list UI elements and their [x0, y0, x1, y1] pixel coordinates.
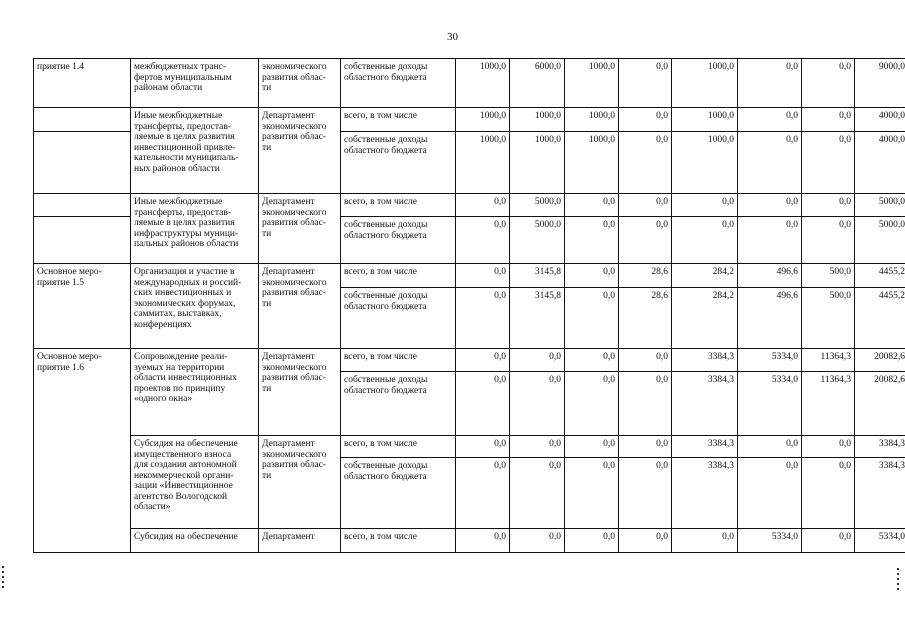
responsible-cell: Департамент экономического развития облас- ти: [259, 436, 341, 529]
value-cell: 500,0: [802, 288, 855, 349]
value-cell: 3384,3: [855, 458, 905, 529]
value-cell: 0,0: [802, 217, 855, 264]
value-cell: 0,0: [565, 529, 619, 553]
value-cell: 5000,0: [855, 194, 905, 217]
value-cell: 0,0: [510, 458, 565, 529]
value-cell: 0,0: [456, 529, 510, 553]
table-row: [34, 108, 905, 132]
value-cell: 0,0: [619, 217, 672, 264]
value-cell: 0,0: [510, 372, 565, 436]
value-cell: 0,0: [672, 194, 738, 217]
funding-source-cell: собственные доходы областного бюджета: [341, 288, 456, 349]
funding-source-cell: всего, в том числе: [341, 436, 456, 458]
value-cell: 0,0: [565, 194, 619, 217]
value-cell: 0,0: [738, 217, 802, 264]
activity-cell: [34, 217, 131, 264]
value-cell: 0,0: [565, 372, 619, 436]
value-cell: 20082,6: [855, 372, 905, 436]
responsible-cell: Департамент: [259, 529, 341, 553]
value-cell: 0,0: [456, 349, 510, 372]
value-cell: 0,0: [510, 529, 565, 553]
value-cell: 0,0: [456, 372, 510, 436]
value-cell: 0,0: [802, 458, 855, 529]
responsible-cell: Департамент экономического развития облас- ти: [259, 349, 341, 436]
value-cell: 3384,3: [855, 436, 905, 458]
value-cell: 5000,0: [855, 217, 905, 264]
scan-edge-mark-right: [897, 568, 899, 590]
funding-source-cell: собственные доходы областного бюджета: [341, 59, 456, 108]
value-cell: 0,0: [456, 264, 510, 288]
responsible-cell: Департамент экономического развития облас- ти: [259, 264, 341, 349]
value-cell: 5000,0: [510, 217, 565, 264]
scan-edge-mark-left: [2, 566, 4, 588]
table-row: [34, 349, 905, 372]
description-cell: Иные межбюджетные трансферты, предостав- ляемые в целях развития инфраструктуры муници- пальных районов области: [131, 194, 259, 264]
responsible-cell: Департамент экономического развития облас- ти: [259, 194, 341, 264]
value-cell: 0,0: [565, 264, 619, 288]
value-cell: 5334,0: [738, 372, 802, 436]
value-cell: 1000,0: [672, 132, 738, 194]
value-cell: 0,0: [619, 372, 672, 436]
value-cell: 5334,0: [738, 529, 802, 553]
funding-source-cell: собственные доходы областного бюджета: [341, 132, 456, 194]
value-cell: 28,6: [619, 264, 672, 288]
funding-source-cell: собственные доходы областного бюджета: [341, 458, 456, 529]
value-cell: 0,0: [619, 349, 672, 372]
value-cell: 3145,8: [510, 264, 565, 288]
funding-source-cell: собственные доходы областного бюджета: [341, 217, 456, 264]
value-cell: 500,0: [802, 264, 855, 288]
activity-cell: приятие 1.4: [34, 59, 131, 108]
activity-cell: [34, 132, 131, 194]
funding-source-cell: всего, в том числе: [341, 108, 456, 132]
value-cell: 284,2: [672, 288, 738, 349]
value-cell: 1000,0: [456, 132, 510, 194]
budget-table: [33, 58, 905, 553]
value-cell: 0,0: [619, 194, 672, 217]
value-cell: 4455,2: [855, 288, 905, 349]
value-cell: 0,0: [802, 108, 855, 132]
funding-source-cell: всего, в том числе: [341, 529, 456, 553]
table-row: [34, 59, 905, 108]
value-cell: 0,0: [510, 436, 565, 458]
value-cell: 0,0: [565, 288, 619, 349]
value-cell: 20082,6: [855, 349, 905, 372]
funding-source-cell: всего, в том числе: [341, 264, 456, 288]
table-row: [34, 194, 905, 217]
value-cell: 4000,0: [855, 132, 905, 194]
value-cell: 0,0: [565, 217, 619, 264]
responsible-cell: Департамент экономического развития облас- ти: [259, 108, 341, 194]
description-cell: Субсидия на обеспечение: [131, 529, 259, 553]
value-cell: 496,6: [738, 288, 802, 349]
value-cell: 3384,3: [672, 349, 738, 372]
value-cell: 0,0: [456, 217, 510, 264]
value-cell: 0,0: [672, 529, 738, 553]
value-cell: 1000,0: [510, 132, 565, 194]
value-cell: 0,0: [619, 132, 672, 194]
value-cell: 1000,0: [565, 59, 619, 108]
value-cell: 0,0: [802, 59, 855, 108]
value-cell: 1000,0: [510, 108, 565, 132]
value-cell: 0,0: [738, 436, 802, 458]
value-cell: 496,6: [738, 264, 802, 288]
value-cell: 0,0: [619, 59, 672, 108]
value-cell: 0,0: [619, 529, 672, 553]
value-cell: 11364,3: [802, 372, 855, 436]
value-cell: 0,0: [456, 194, 510, 217]
value-cell: 0,0: [565, 436, 619, 458]
value-cell: 28,6: [619, 288, 672, 349]
value-cell: 6000,0: [510, 59, 565, 108]
value-cell: 0,0: [619, 108, 672, 132]
value-cell: 0,0: [802, 529, 855, 553]
description-cell: Организация и участие в международных и россий- ских инвестиционных и экономических форумах, саммитах, выставках, конференциях: [131, 264, 259, 349]
description-cell: Субсидия на обеспечение имущественного взноса для создания автономной некоммерческой органи- зации «Инвестиционное агентство Вологодской области»: [131, 436, 259, 529]
funding-source-cell: всего, в том числе: [341, 194, 456, 217]
table-row: [34, 529, 905, 553]
value-cell: 284,2: [672, 264, 738, 288]
value-cell: 0,0: [510, 349, 565, 372]
description-cell: межбюджетных транс- фертов муниципальным районам области: [131, 59, 259, 108]
value-cell: 0,0: [456, 436, 510, 458]
value-cell: 1000,0: [565, 108, 619, 132]
value-cell: 9000,0: [855, 59, 905, 108]
value-cell: 11364,3: [802, 349, 855, 372]
value-cell: 0,0: [565, 349, 619, 372]
funding-source-cell: всего, в том числе: [341, 349, 456, 372]
value-cell: 5000,0: [510, 194, 565, 217]
page-number: 30: [447, 31, 458, 43]
funding-source-cell: собственные доходы областного бюджета: [341, 372, 456, 436]
value-cell: 1000,0: [672, 59, 738, 108]
value-cell: 5334,0: [738, 349, 802, 372]
activity-cell: Основное меро- приятие 1.5: [34, 264, 131, 349]
value-cell: 4000,0: [855, 108, 905, 132]
description-cell: Иные межбюджетные трансферты, предостав- ляемые в целях развития инвестиционной привле- кательности муниципаль- ных районов области: [131, 108, 259, 194]
activity-cell: [34, 194, 131, 217]
value-cell: 0,0: [738, 132, 802, 194]
responsible-cell: экономического развития облас- ти: [259, 59, 341, 108]
value-cell: 0,0: [738, 194, 802, 217]
value-cell: 1000,0: [456, 59, 510, 108]
value-cell: 0,0: [565, 458, 619, 529]
table-row: [34, 436, 905, 458]
value-cell: 3384,3: [672, 436, 738, 458]
value-cell: 5334,0: [855, 529, 905, 553]
value-cell: 3384,3: [672, 372, 738, 436]
description-cell: Сопровождение реали- зуемых на территории области инвестиционных проектов по принципу «одного окна»: [131, 349, 259, 436]
value-cell: 3145,8: [510, 288, 565, 349]
value-cell: 3384,3: [672, 458, 738, 529]
value-cell: 0,0: [738, 108, 802, 132]
value-cell: 0,0: [738, 458, 802, 529]
value-cell: 0,0: [619, 458, 672, 529]
value-cell: 4455,2: [855, 264, 905, 288]
value-cell: 0,0: [802, 436, 855, 458]
value-cell: 0,0: [672, 217, 738, 264]
value-cell: 0,0: [456, 288, 510, 349]
value-cell: 0,0: [802, 132, 855, 194]
activity-cell: Основное меро- приятие 1.6: [34, 349, 131, 553]
value-cell: 1000,0: [456, 108, 510, 132]
activity-cell: [34, 108, 131, 132]
value-cell: 0,0: [802, 194, 855, 217]
value-cell: 1000,0: [565, 132, 619, 194]
value-cell: 0,0: [456, 458, 510, 529]
table-row: [34, 264, 905, 288]
value-cell: 0,0: [738, 59, 802, 108]
value-cell: 1000,0: [672, 108, 738, 132]
value-cell: 0,0: [619, 436, 672, 458]
